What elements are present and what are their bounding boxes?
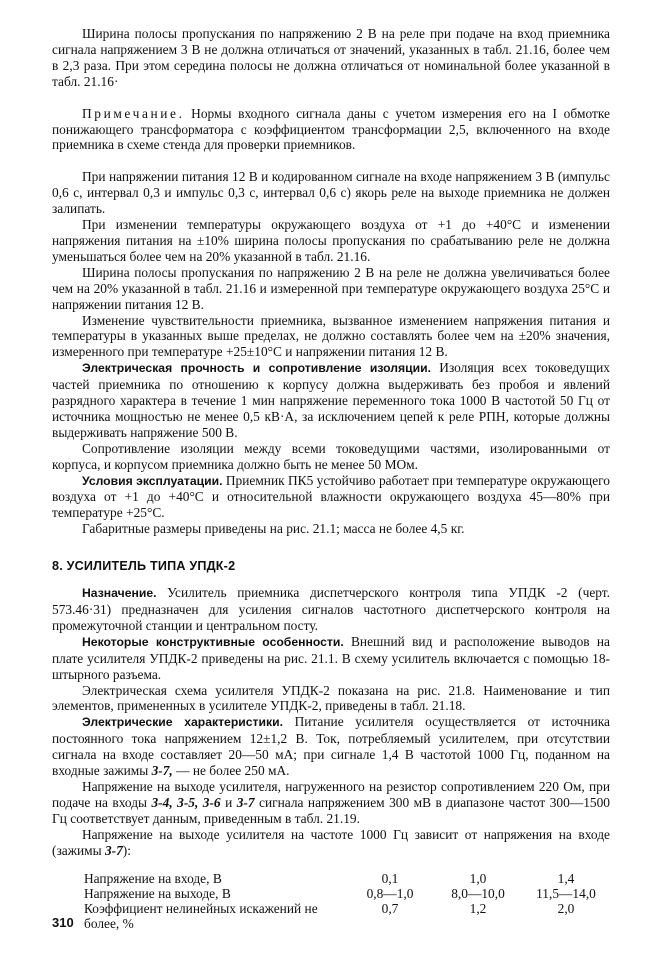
terminal-ref: 3-4, 3-5, 3-6 xyxy=(151,794,221,810)
purpose-heading: Назначение. xyxy=(82,586,157,601)
paragraph-output-dependency xyxy=(52,827,610,859)
page-number: 310 xyxy=(52,915,74,930)
insulation-heading: Электрическая прочность и сопротивление изоляции. xyxy=(82,361,431,376)
output-text-c: сигнала напряжением 300 мВ в диапазоне частот 300—1500 Гц соответствует данным, приведенным в табл. 21.19. xyxy=(52,794,610,826)
note-paragraph xyxy=(52,106,610,154)
table-cell: 0,1 xyxy=(381,870,399,886)
design-text: Внешний вид и расположение выводов на плате усилителя УПДК-2 приведены на рис. 21.1. В схему усилитель включается с помощью 18-штырного разъема. xyxy=(52,633,610,682)
operating-heading: Условия эксплуатации. xyxy=(82,473,223,488)
table-cell: 11,5—14,0 xyxy=(536,885,596,901)
paragraph-insulation-resistance: Сопротивление изоляции между всеми токоведущими частями, изолированными от корпуса, и корпусом приемника должно быть не менее 50 МОм. xyxy=(52,440,610,472)
table-cell: 1,2 xyxy=(469,900,487,916)
terminal-ref: 3-7 xyxy=(236,794,255,810)
table-row xyxy=(84,886,610,901)
dependency-text-b: ): xyxy=(122,842,131,858)
section-title: 8. УСИЛИТЕЛЬ ТИПА УПДК-2 xyxy=(52,559,236,574)
paragraph-coded-signal: При напряжении питания 12 В и кодированном сигнале на входе напряжением 3 В (импульс 0,6 с, интервал 0,3 и импульс 0,3 с, интервал 0,6 с) якорь реле на выходе приемника не должен залипать. xyxy=(52,169,610,217)
terminal-ref: 3-7, xyxy=(151,763,173,779)
operating-text: Приемник ПК5 устойчиво работает при температуре окружающего воздуха от +1 до +40°С и относительной влажности окружающего воздуха 45—80% при температуре +25°С. xyxy=(52,472,610,521)
paragraph-output-voltage xyxy=(52,779,610,827)
row-label: Напряжение на выходе, В xyxy=(84,885,231,901)
electrical-heading: Электрические характеристики. xyxy=(82,715,283,730)
row-label: Напряжение на входе, В xyxy=(84,870,222,886)
table-row xyxy=(84,871,610,886)
paragraph-insulation-strength xyxy=(52,360,610,441)
paragraph-dimensions: Габаритные размеры приведены на рис. 21.1; масса не более 4,5 кг. xyxy=(82,521,465,537)
paragraph-purpose xyxy=(52,585,610,634)
paragraph-schematic: Электрическая схема усилителя УПДК-2 показана на рис. 21.8. Наименование и тип элементов, примененных в усилителе УПДК-2, приведены в табл. 21.18. xyxy=(52,682,610,714)
output-text-b: и xyxy=(220,794,237,810)
row-label: Коэффициент нелинейных искажений не более, % xyxy=(84,900,318,932)
voltage-table xyxy=(84,871,610,932)
terminal-ref: 3-7 xyxy=(104,842,123,858)
purpose-text: Усилитель приемника диспетчерского контроля типа УПДК -2 (черт. 573.46·31) предназначен для усиления сигналов частотного диспетчерского контроля на промежуточной станции и центральном посту. xyxy=(52,585,610,633)
paragraph-design-features xyxy=(52,634,610,683)
table-cell: 0,8—1,0 xyxy=(366,885,414,901)
note-text: Нормы входного сигнала даны с учетом измерения его на I обмотке понижающего трансформатора с коэффициентом трансформации 2,5, включенного на входе приемника в схеме стенда для проверки приемников. xyxy=(52,105,610,153)
output-text-a: Напряжение на выходе усилителя, нагруженного на резистор сопротивлением 220 Ом, при подаче на входы xyxy=(52,778,610,810)
table-cell: 1,0 xyxy=(469,870,487,886)
paragraph-electrical-characteristics xyxy=(52,714,610,779)
paragraph-sensitivity: Изменение чувствительности приемника, вызванное изменением напряжения питания и температуры в указанных выше пределах, не должно составлять более чем на ±20% значения, измеренного при температуре +25±10°С и напряжении питания 12 В. xyxy=(52,312,610,360)
electrical-tail: — не более 250 мА. xyxy=(172,763,290,779)
paragraph-operating-conditions xyxy=(52,473,610,522)
table-row xyxy=(84,901,610,931)
paragraph-temperature: При изменении температуры окружающего воздуха от +1 до +40°С и изменении напряжения питания на ±10% ширина полосы пропускания по срабатыванию реле не должна уменьшаться более чем на 20% указанной в табл. 21.16. xyxy=(52,217,610,264)
note-label: Примечание. xyxy=(82,105,185,121)
paragraph-bandwidth-increase: Ширина полосы пропускания по напряжению 2 В на реле не должна увеличиваться более чем на 20% указанной в табл. 21.16 и измеренной при температуре окружающего воздуха 25°С и напряжении питания 12 В. xyxy=(52,264,610,312)
table-cell: 2,0 xyxy=(557,900,575,916)
paragraph-bandwidth: Ширина полосы пропускания по напряжению 2 В на реле при подаче на вход приемника сигнала напряжением 3 В не должна отличаться от значений, указанных в табл. 21.16, более чем в 2,3 раза. При этом середина полосы не должна отличаться от номинальной более указанной в табл. 21.16· xyxy=(52,26,610,89)
electrical-text: Питание усилителя осуществляется от источника постоянного тока напряжением 12±1,2 В. Ток, потребляемый усилителем, при отсутствии сигнала на входе составляет 20—50 мА; при сигнале 1,4 В частотой 1000 Гц, поданном на входные зажимы xyxy=(52,714,610,779)
design-heading: Некоторые конструктивные особенности. xyxy=(82,634,344,649)
table-cell: 8,0—10,0 xyxy=(451,885,505,901)
dependency-text-a: Напряжение на выходе усилителя на частоте 1000 Гц зависит от напряжения на входе (зажимы xyxy=(52,826,610,858)
table-cell: 1,4 xyxy=(557,870,575,886)
table-cell: 0,7 xyxy=(381,900,399,916)
insulation-text: Изоляция всех токоведущих частей приемника по отношению к корпусу должна выдерживать без пробоя и явлений разрядного характера в течение 1 мин напряжение переменного тока 1000 В частотой 50 Гц от источника мощностью не менее 0,5 кВ·А, за исключением цепей к реле РПН, которые должны выдерживать напряжение 500 В. xyxy=(52,360,610,440)
